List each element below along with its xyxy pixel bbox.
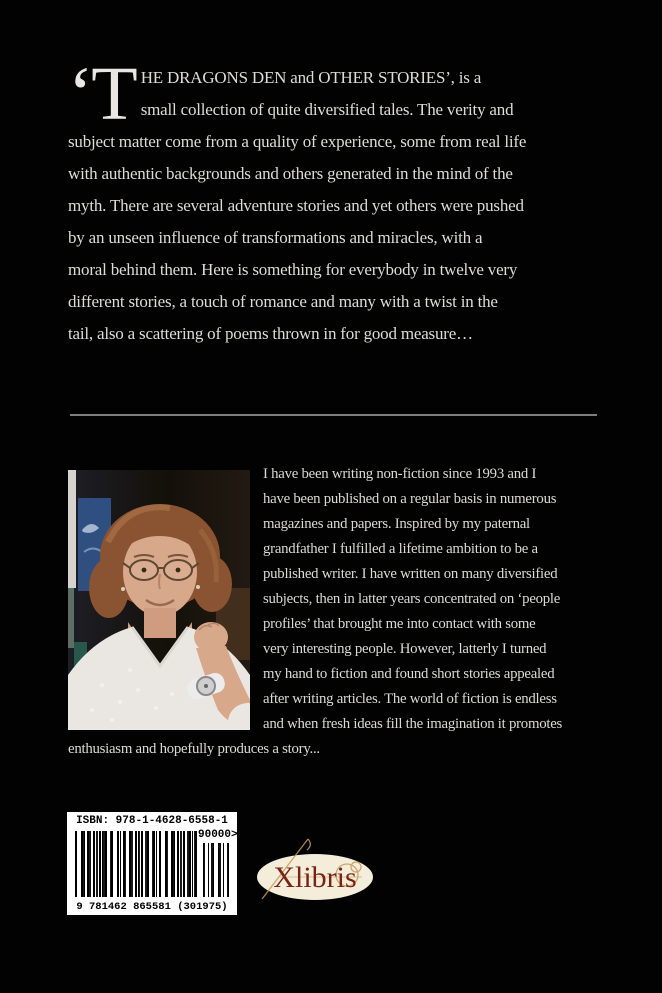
publisher-logo-graphic [250, 831, 384, 905]
blurb-line: different stories, a touch of romance and many with a twist in the [68, 292, 498, 311]
blurb-line: tail, also a scattering of poems thrown in for good measure… [68, 324, 473, 343]
bio-line: profiles’ that brought me into contact with some [263, 616, 536, 632]
bio-line: my hand to fiction and found short stories appealed [263, 666, 555, 682]
bio-line: and when fresh ideas fill the imagination it promotes [263, 716, 563, 732]
author-photo-illustration [68, 470, 250, 730]
barcode-addon-bars [203, 843, 231, 897]
isbn-label: ISBN: 978-1-4628-6558-1 [76, 815, 228, 827]
publisher-logo [250, 831, 384, 905]
bio-line: very interesting people. However, latterly I turned [263, 641, 547, 657]
blurb-line: with authentic backgrounds and others generated in the mind of the [68, 164, 513, 183]
bio-line: grandfather I fulfilled a lifetime ambition to be a [263, 541, 538, 557]
bio-line: subjects, then in latter years concentrated on ‘people [263, 591, 561, 607]
isbn-barcode [67, 812, 237, 915]
blurb-paragraph [68, 52, 608, 350]
barcode-bars [75, 831, 198, 897]
blurb-dropcap: ‘T [68, 52, 136, 136]
bio-line: published writer. I have written on many diversified [263, 566, 558, 582]
bio-line: after writing articles. The world of fiction is endless [263, 691, 557, 707]
bio-line: have been published on a regular basis in numerous [263, 491, 557, 507]
section-divider [70, 414, 597, 416]
blurb-line: myth. There are several adventure stories and yet others were pushed [68, 196, 524, 215]
blurb-line: by an unseen influence of transformations and miracles, with a [68, 228, 483, 247]
author-section [68, 462, 602, 762]
blurb-line: HE DRAGONS DEN and OTHER STORIES’, is a [140, 68, 482, 87]
publisher-logo-text: Xlibris [273, 861, 357, 894]
blurb-line: moral behind them. Here is something for everybody in twelve very [68, 260, 518, 279]
barcode-digits [67, 900, 237, 913]
author-photo [68, 470, 250, 730]
blurb-line: subject matter come from a quality of experience, some from real life [68, 132, 527, 151]
blurb-line: small collection of quite diversified tales. The verity and [140, 100, 514, 119]
barcode-addon-digits: (301975) [177, 901, 228, 913]
bio-line: enthusiasm and hopefully produces a story... [68, 741, 320, 757]
barcode-price-code: 90000> [198, 829, 238, 841]
bio-line: I have been writing non-fiction since 1993 and I [263, 466, 537, 482]
bio-line: magazines and papers. Inspired by my paternal [263, 516, 530, 532]
barcode-main-digits: 9 781462 865581 [76, 901, 171, 913]
